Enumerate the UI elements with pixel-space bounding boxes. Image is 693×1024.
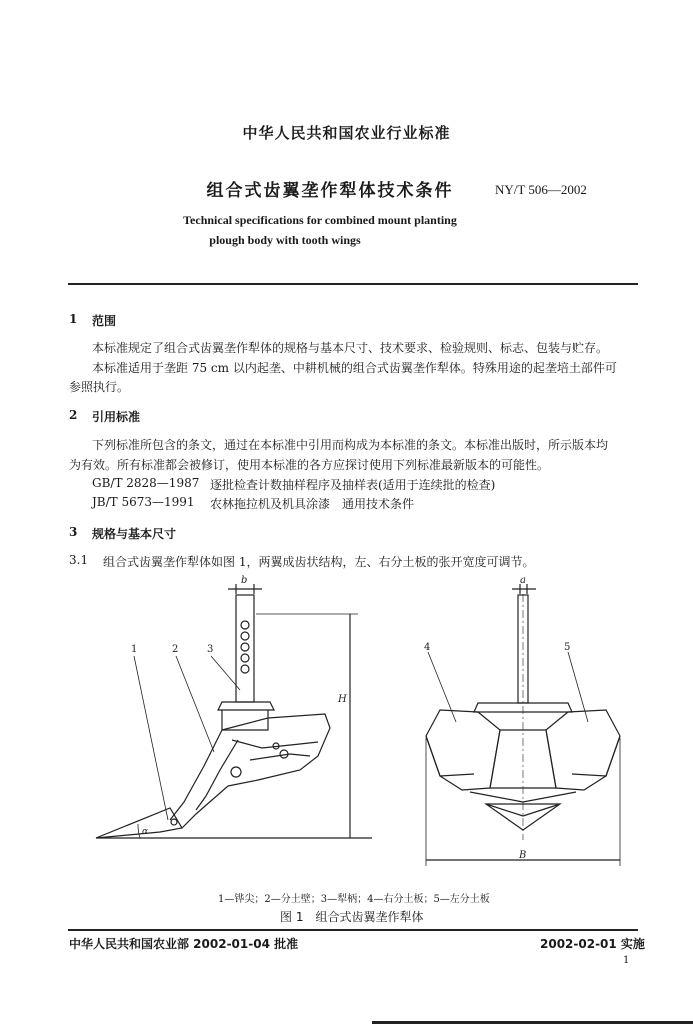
- standard-number: NY/T 506—2002: [495, 182, 587, 197]
- section-1-paragraph-2-line-1: 本标准适用于垄距 75 cm 以内起垄、中耕机械的组合式齿翼垄作犁体。特殊用途的起垄培土部件可: [92, 361, 617, 375]
- approval-line: 中华人民共和国农业部 2002-01-04 批准: [69, 937, 299, 951]
- wing-body: [222, 714, 330, 786]
- section-2-paragraph-line-2: 为有效。所有标准都会被修订，使用本标准的各方应探讨使用下列标准最新版本的可能性。: [69, 458, 550, 472]
- standard-category-heading: 中华人民共和国农业行业标准: [242, 124, 451, 142]
- section-1-paragraph-1: 本标准规定了组合式齿翼垄作犁体的规格与基本尺寸、技术要求、检验规则、标志、包装与贮存。: [92, 341, 609, 355]
- dimension-label-a: a: [520, 575, 526, 586]
- header-rule: [68, 283, 638, 285]
- leader-line-4: [428, 652, 456, 722]
- bolt-hole: [241, 654, 249, 662]
- part-label-4: 4: [424, 642, 431, 653]
- figure-1-drawing: [0, 570, 693, 890]
- bolt-hole: [241, 643, 249, 651]
- section-1-paragraph-2-line-2: 参照执行。: [69, 380, 130, 394]
- mount-block: [218, 702, 274, 710]
- part-label-2: 2: [172, 644, 179, 655]
- leader-line-2: [176, 656, 214, 752]
- subsection-3-1-text: 组合式齿翼垄作犁体如图 1，两翼成齿状结构，左、右分土板的张开宽度可调节。: [103, 555, 535, 569]
- angle-label-alpha: α: [142, 827, 149, 837]
- bolt-hole: [241, 632, 249, 640]
- leader-line-1: [134, 656, 168, 820]
- bolt-hole: [241, 621, 249, 629]
- bolt: [171, 819, 177, 825]
- bolt-hole: [241, 665, 249, 673]
- wing-tooth: [426, 736, 474, 776]
- left-wing-plate: [546, 710, 620, 790]
- wing-edge: [232, 740, 318, 748]
- page-number: 1: [623, 955, 630, 966]
- subsection-3-1-number: 3.1: [69, 553, 89, 567]
- part-label-1: 1: [131, 644, 138, 655]
- section-2-title: 引用标准: [92, 410, 141, 424]
- part-label-5: 5: [564, 642, 571, 653]
- section-1-number: 1: [69, 312, 78, 326]
- dimension-label-B: B: [519, 850, 527, 861]
- share-wall: [170, 730, 222, 820]
- figure-caption: 图 1 组合式齿翼垄作犁体: [280, 910, 424, 924]
- wing-tooth: [572, 736, 620, 776]
- section-3-title: 规格与基本尺寸: [92, 527, 177, 541]
- reference-name: 逐批检查计数抽样程序及抽样表(适用于连续批的检查): [210, 478, 496, 492]
- effective-date: 2002-02-01 实施: [540, 937, 645, 951]
- figure-legend: 1—铧尖；2—分土壁；3—犁柄；4—右分土板；5—左分土板: [218, 894, 490, 905]
- right-wing-plate: [426, 710, 500, 790]
- footer-rule: [68, 929, 638, 931]
- angle-arc: [138, 824, 140, 838]
- section-1-title: 范围: [92, 314, 117, 328]
- dimension-label-H: H: [338, 694, 347, 705]
- section-2-paragraph-line-1: 下列标准所包含的条文，通过在本标准中引用而构成为本标准的条文。本标准出版时，所示版本均: [92, 438, 609, 452]
- part-label-3: 3: [207, 644, 214, 655]
- share-edge: [486, 804, 523, 816]
- section-2-number: 2: [69, 408, 78, 422]
- dimension-label-b: b: [241, 575, 248, 586]
- reference-code: JB/T 5673—1991: [92, 495, 195, 509]
- section-3-number: 3: [69, 525, 78, 539]
- share-edge: [523, 804, 560, 816]
- plough-shank: [236, 595, 254, 702]
- bolt: [231, 767, 241, 777]
- english-title-line-2: plough body with tooth wings: [209, 233, 361, 247]
- reference-code: GB/T 2828—1987: [92, 476, 200, 490]
- reference-name: 农林拖拉机及机具涂漆 通用技术条件: [210, 497, 415, 511]
- document-title: 组合式齿翼垄作犁体技术条件: [206, 181, 454, 201]
- english-title-line-1: Technical specifications for combined mount planting: [183, 213, 457, 227]
